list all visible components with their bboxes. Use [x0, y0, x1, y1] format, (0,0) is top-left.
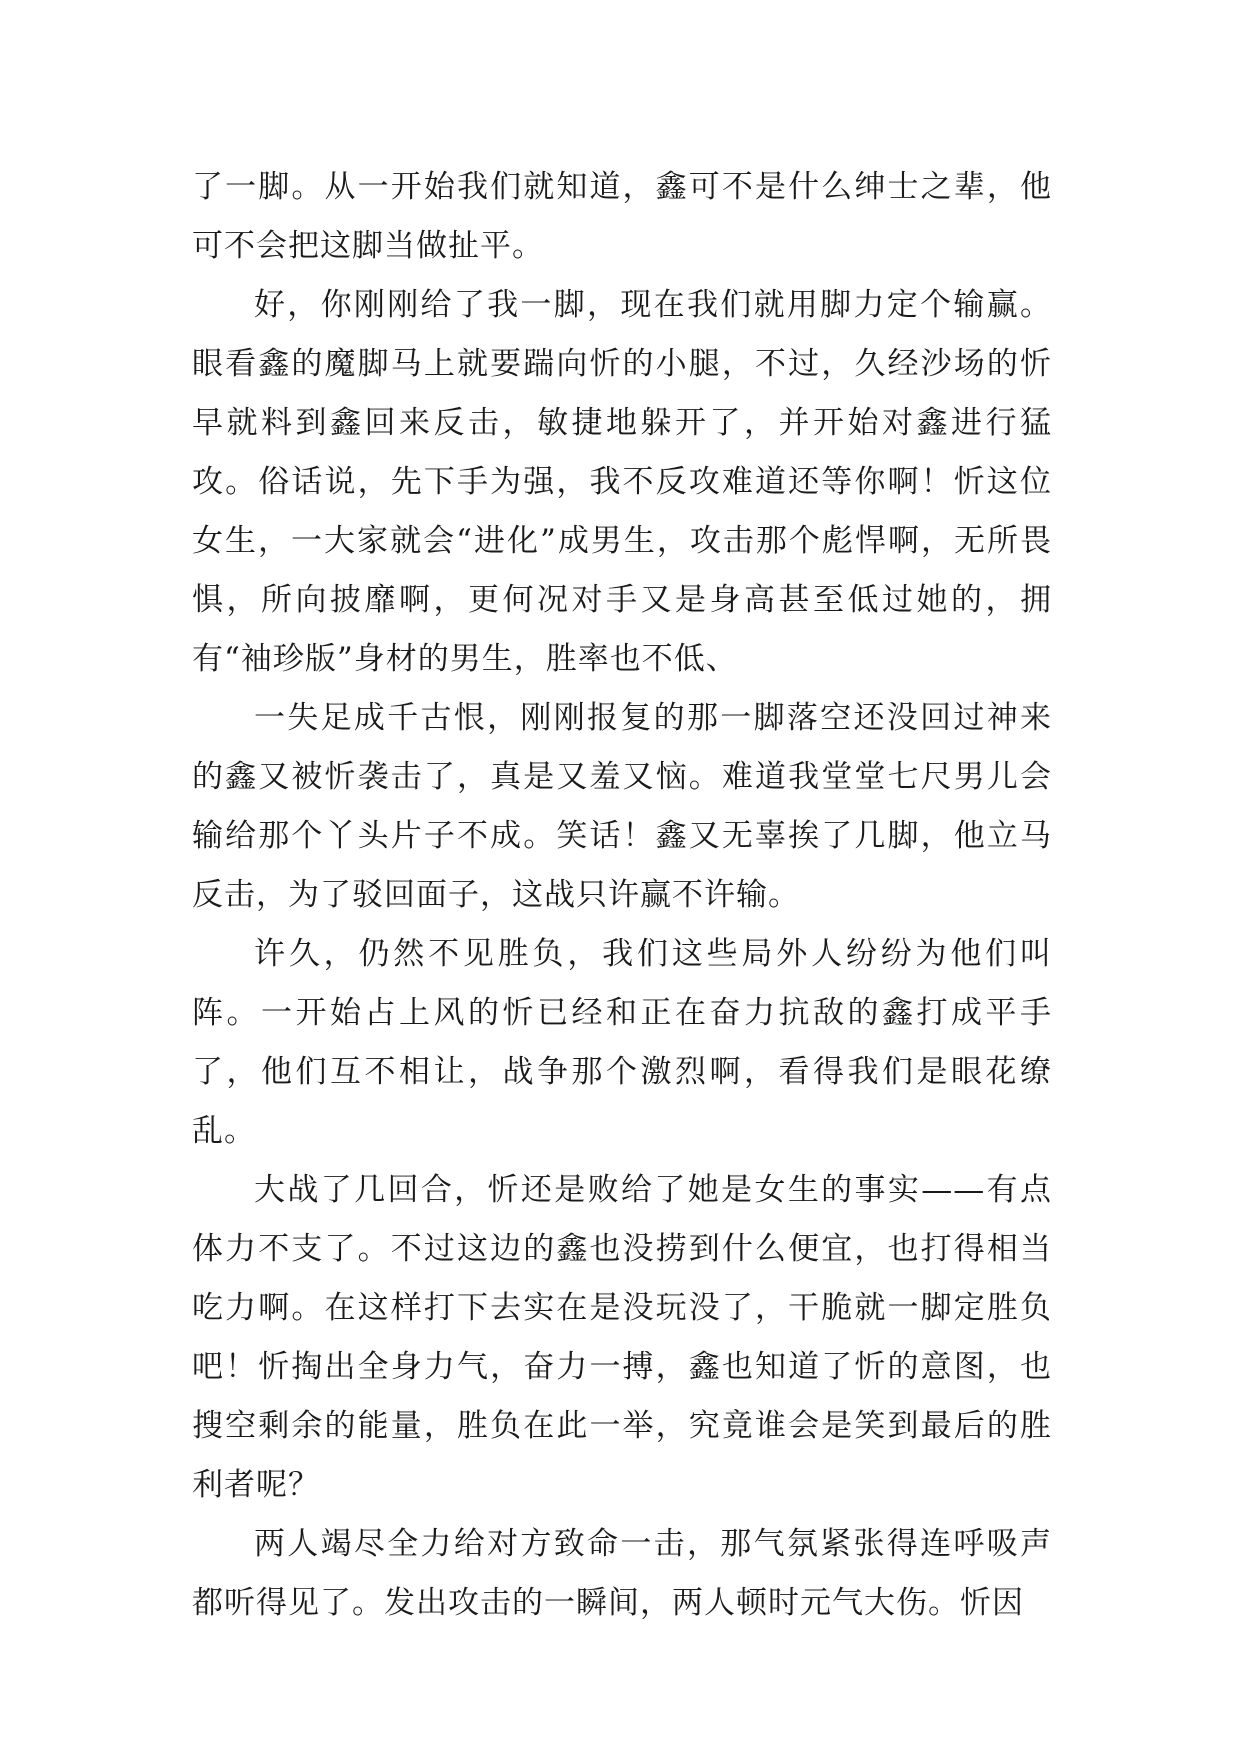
- paragraph-1: 了一脚。从一开始我们就知道，鑫可不是什么绅士之辈，他可不会把这脚当做扯平。: [192, 169, 1052, 264]
- paragraph-6: 两人竭尽全力给对方致命一击，那气氛紧张得连呼吸声都听得见了。发出攻击的一瞬间，两人顿时元气大伤。忻因: [192, 1526, 1052, 1621]
- paragraph-2: 好，你刚刚给了我一脚，现在我们就用脚力定个输赢。眼看鑫的魔脚马上就要踹向忻的小腿，不过，久经沙场的忻早就料到鑫回来反击，敏捷地躲开了，并开始对鑫进行猛攻。俗话说，先下手为强，我不反攻难道还等你啊！忻这位女生，一大家就会“进化”成男生，攻击那个彪悍啊，无所畏惧，所向披靡啊，更何况对手又是身高甚至低过她的，拥有“袖珍版”身材的男生，胜率也不低、: [192, 287, 1052, 677]
- paragraph-5: 大战了几回合，忻还是败给了她是女生的事实——有点体力不支了。不过这边的鑫也没捞到什么便宜，也打得相当吃力啊。在这样打下去实在是没玩没了，干脆就一脚定胜负吧！忻掏出全身力气，奋力一搏，鑫也知道了忻的意图，也搜空剩余的能量，胜负在此一举，究竟谁会是笑到最后的胜利者呢？: [192, 1172, 1052, 1503]
- document-body: [192, 158, 1052, 1633]
- paragraph-3: 一失足成千古恨，刚刚报复的那一脚落空还没回过神来的鑫又被忻袭击了，真是又羞又恼。难道我堂堂七尺男儿会输给那个丫头片子不成。笑话！鑫又无辜挨了几脚，他立马反击，为了驳回面子，这战只许赢不许输。: [192, 700, 1052, 913]
- paragraph-4: 许久，仍然不见胜负，我们这些局外人纷纷为他们叫阵。一开始占上风的忻已经和正在奋力抗敌的鑫打成平手了，他们互不相让，战争那个激烈啊，看得我们是眼花缭乱。: [192, 936, 1052, 1149]
